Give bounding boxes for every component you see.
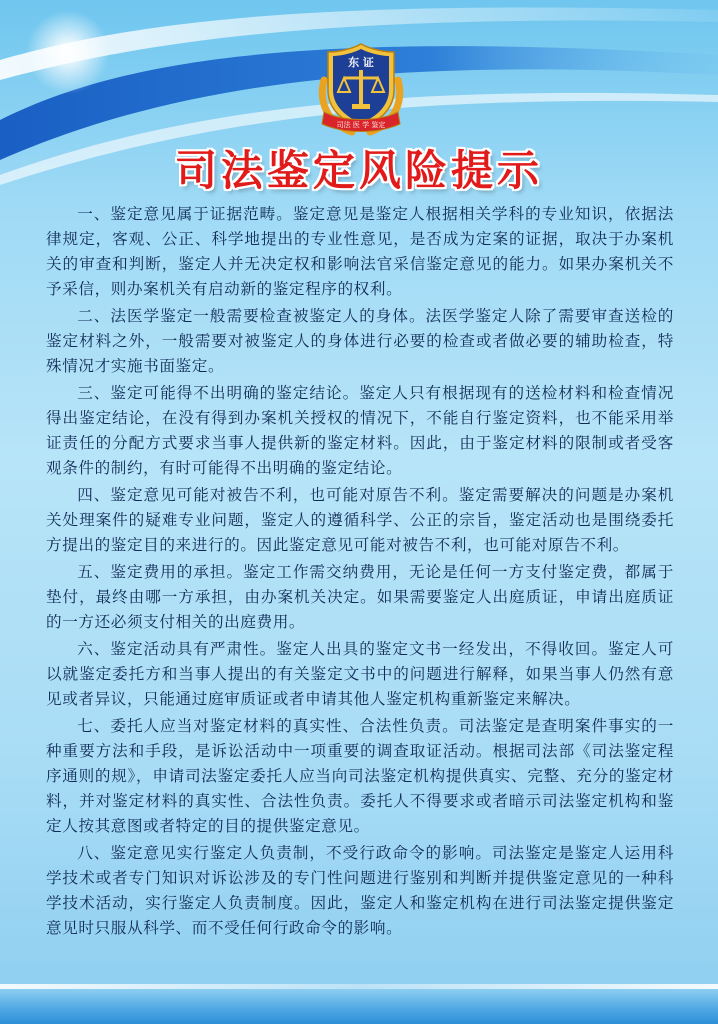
emblem-top-text: 东 证 [348,56,374,69]
emblem-ribbon-text: 司法 医 学 鉴定 [336,121,386,129]
paragraph: 七、委托人应当对鉴定材料的真实性、合法性负责。司法鉴定是查明案件事实的一种重要方法和手段，是诉讼活动中一项重要的调查取证活动。根据司法部《司法鉴定程序通则的规》，申请司法鉴定委托人应当向司法鉴定机构提供真实、完整、充分的鉴定材料，并对鉴定材料的真实性、合法性负责。委托人不得要求或者暗示司法鉴定机构和鉴定人按其意图或者特定的目的提供鉴定意见。 [46,717,674,835]
page-title: 司法鉴定风险提示 [174,146,543,195]
notice-body [46,202,674,943]
paragraph: 一、鉴定意见属于证据范畴。鉴定意见是鉴定人根据相关学科的专业知识，依据法律规定，客观、公正、科学地提出的专业性意见，是否成为定案的证据，取决于办案机关的审查和判断，鉴定人并无决定权和影响法官采信鉴定意见的能力。如果办案机关不予采信，则办案机关有启动新的鉴定程序的权利。 [46,205,674,298]
footer-bar [0,988,718,1024]
paragraph: 二、法医学鉴定一般需要检查被鉴定人的身体。法医学鉴定人除了需要审查送检的鉴定材料之外，一般需要对被鉴定人的身体进行必要的检查或者做必要的辅助检查，特殊情况才实施书面鉴定。 [46,307,674,375]
paragraph: 五、鉴定费用的承担。鉴定工作需交纳费用，无论是任何一方支付鉴定费，都属于垫付，最终由哪一方承担，由办案机关决定。如果需要鉴定人出庭质证，申请出庭质证的一方还必须支付相关的出庭费用。 [46,563,674,631]
paragraph: 三、鉴定可能得不出明确的鉴定结论。鉴定人只有根据现有的送检材料和检查情况得出鉴定结论，在没有得到办案机关授权的情况下，不能自行鉴定资料，也不能采用举证责任的分配方式要求当事人提供新的鉴定材料。因此，由于鉴定材料的限制或者受客观条件的制约，有时可能得不出明确的鉴定结论。 [46,384,674,477]
forensic-emblem-icon [314,40,408,138]
paragraph: 四、鉴定意见可能对被告不利，也可能对原告不利。鉴定需要解决的问题是办案机关处理案件的疑难专业问题，鉴定人的遵循科学、公正的宗旨，鉴定活动也是围绕委托方提出的鉴定目的来进行的。因此鉴定意见可能对被告不利，也可能对原告不利。 [46,486,674,554]
paragraph: 六、鉴定活动具有严肃性。鉴定人出具的鉴定文书一经发出，不得收回。鉴定人可以就鉴定委托方和当事人提出的有关鉴定文书中的问题进行解释，如果当事人仍然有意见或者异议，只能通过庭审质证或者申请其他人鉴定机构重新鉴定来解决。 [46,640,674,708]
paragraph: 八、鉴定意见实行鉴定人负责制，不受行政命令的影响。司法鉴定是鉴定人运用科学技术或者专门知识对诉讼涉及的专门性问题进行鉴别和判断并提供鉴定意见的一种科学技术活动，实行鉴定人负责制度。因此，鉴定人和鉴定机构在进行司法鉴定提供鉴定意见时只服从科学、而不受任何行政命令的影响。 [46,844,674,937]
